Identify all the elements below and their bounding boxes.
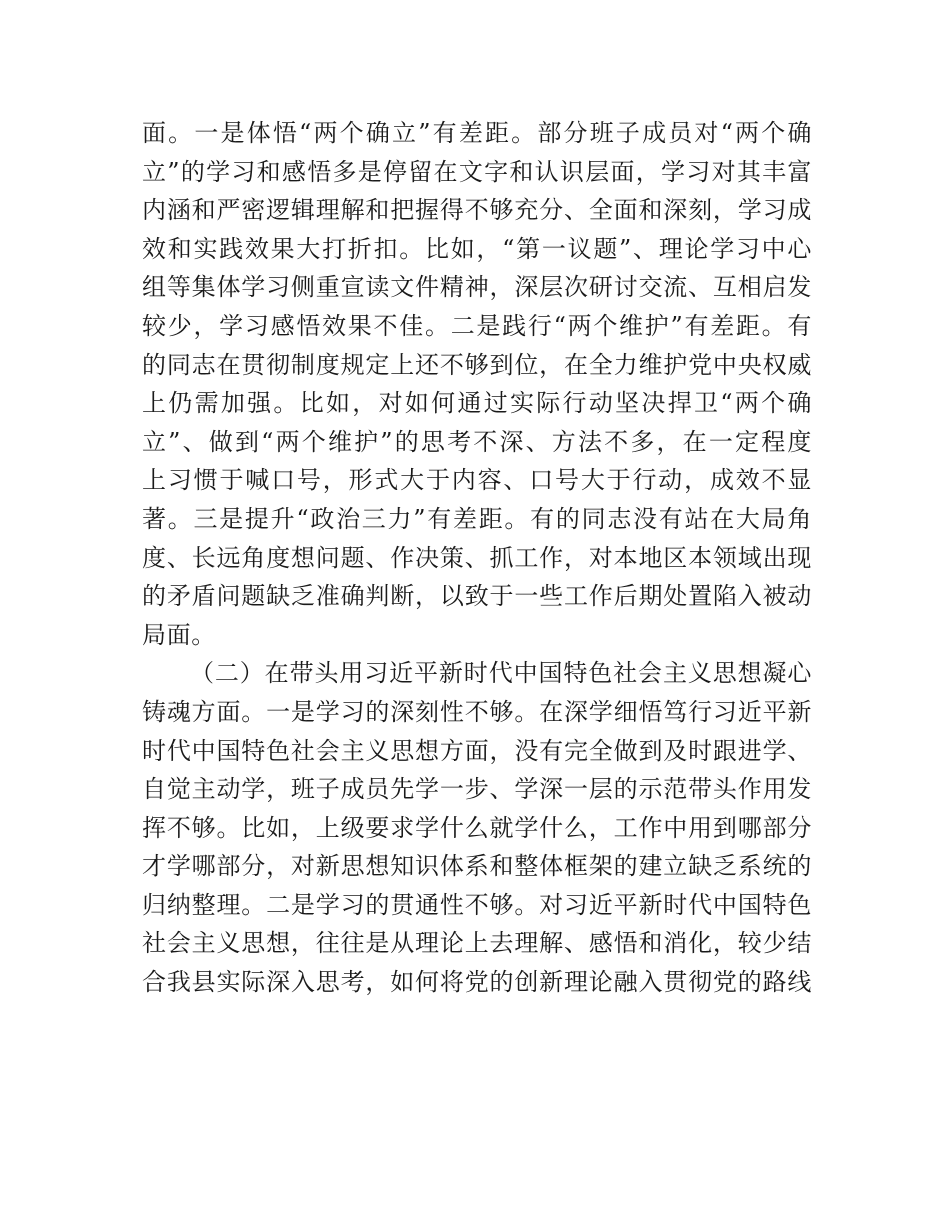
text-line: 立”、做到“两个维护”的思考不深、方法不多，在一定程度 [142,427,812,456]
text-line: 归纳整理。二是学习的贯通性不够。对习近平新时代中国特色 [142,890,812,919]
text-line: 度、长远角度想问题、作决策、抓工作，对本地区本领域出现 [142,543,812,572]
text-line: 自觉主动学，班子成员先学一步、学深一层的示范带头作用发 [142,775,812,804]
text-line: 局面。 [142,620,216,649]
text-line: 社会主义思想，往往是从理论上去理解、感悟和消化，较少结 [142,929,812,958]
text-line: 的矛盾问题缺乏准确判断，以致于一些工作后期处置陷入被动 [142,582,812,611]
body-text [142,114,812,1002]
section-heading-line: （二）在带头用习近平新时代中国特色社会主义思想凝心 [190,659,812,688]
text-line: 较少，学习感悟效果不佳。二是践行“两个维护”有差距。有 [142,311,812,340]
text-line: 效和实践效果大打折扣。比如，“第一议题”、理论学习中心 [142,234,812,263]
text-line: 时代中国特色社会主义思想方面，没有完全做到及时跟进学、 [142,736,812,765]
text-line: 才学哪部分，对新思想知识体系和整体框架的建立缺乏系统的 [142,852,812,881]
text-line: 面。一是体悟“两个确立”有差距。部分班子成员对“两个确 [142,119,812,147]
paragraph-2 [142,654,812,1001]
text-line: 著。三是提升“政治三力”有差距。有的同志没有站在大局角 [142,504,812,533]
text-line: 上习惯于喊口号，形式大于内容、口号大于行动，成效不显 [142,466,812,495]
text-line: 上仍需加强。比如，对如何通过实际行动坚决捍卫“两个确 [142,389,812,418]
text-line: 立”的学习和感悟多是停留在文字和认识层面，学习对其丰富 [142,157,812,186]
text-line: 的同志在贯彻制度规定上还不够到位，在全力维护党中央权威 [142,350,812,379]
text-line: 合我县实际深入思考，如何将党的创新理论融入贯彻党的路线 [142,968,812,997]
paragraph-1 [142,114,812,654]
text-line: 铸魂方面。一是学习的深刻性不够。在深学细悟笃行习近平新 [142,697,812,726]
text-line: 挥不够。比如，上级要求学什么就学什么，工作中用到哪部分 [142,813,812,842]
text-line: 内涵和严密逻辑理解和把握得不够充分、全面和深刻，学习成 [142,196,812,225]
text-line: 组等集体学习侧重宣读文件精神，深层次研讨交流、互相启发 [142,273,812,302]
